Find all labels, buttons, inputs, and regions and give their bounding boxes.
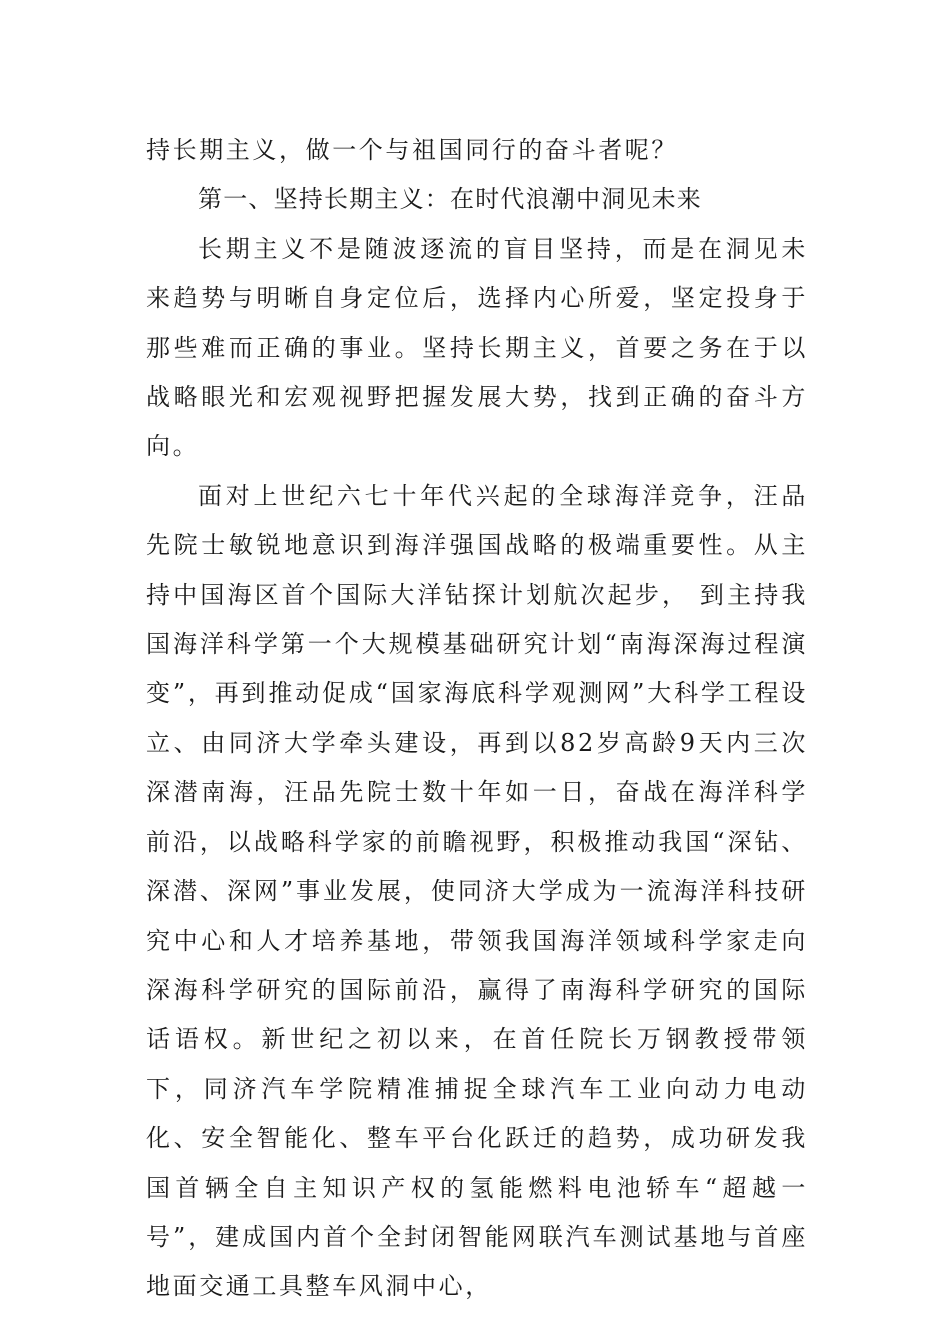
section-heading: 第一、坚持长期主义：在时代浪潮中洞见未来	[198, 185, 702, 214]
paragraph-examples: 面对上世纪六七十年代兴起的全球海洋竞争，汪品先院士敏锐地意识到海洋强国战略的极端重要性。从主持中国海区首个国际大洋钻探计划航次起步， 到主持我国海洋科学第一个大规模基础研究计划“南海深海过程演变”，再到推动促成“国家海底科学观测网”大科学工程设立、由同济大学牵头建设，再到以82岁高龄9天内三次深潜南海，汪品先院士数十年如一日，奋战在海洋科学前沿，以战略科学家的前瞻视野，积极推动我国“深钻、深潜、深网”事业发展，使同济大学成为一流海洋科技研究中心和人才培养基地，带领我国海洋领域科学家走向深海科学研究的国际前沿，赢得了南海科学研究的国际话语权。新世纪之初以来，在首任院长万钢教授带领下，同济汽车学院精准捕捉全球汽车工业向动力电动化、安全智能化、整车平台化跃迁的趋势，成功研发我国首辆全自主知识产权的氢能燃料电池轿车“超越一号”，建成国内首个全封闭智能网联汽车测试基地与首座地面交通工具整车风洞中心，	[146, 481, 808, 1301]
paragraph-continuation: 持长期主义，做一个与祖国同行的奋斗者呢？	[146, 136, 678, 164]
paragraph-long-termism: 长期主义不是随波逐流的盲目坚持，而是在洞见未来趋势与明晰自身定位后，选择内心所爱，坚定投身于那些难而正确的事业。坚持长期主义，首要之务在于以战略眼光和宏观视野把握发展大势，找到正确的奋斗方向。	[146, 234, 808, 461]
body-text	[146, 126, 808, 1312]
